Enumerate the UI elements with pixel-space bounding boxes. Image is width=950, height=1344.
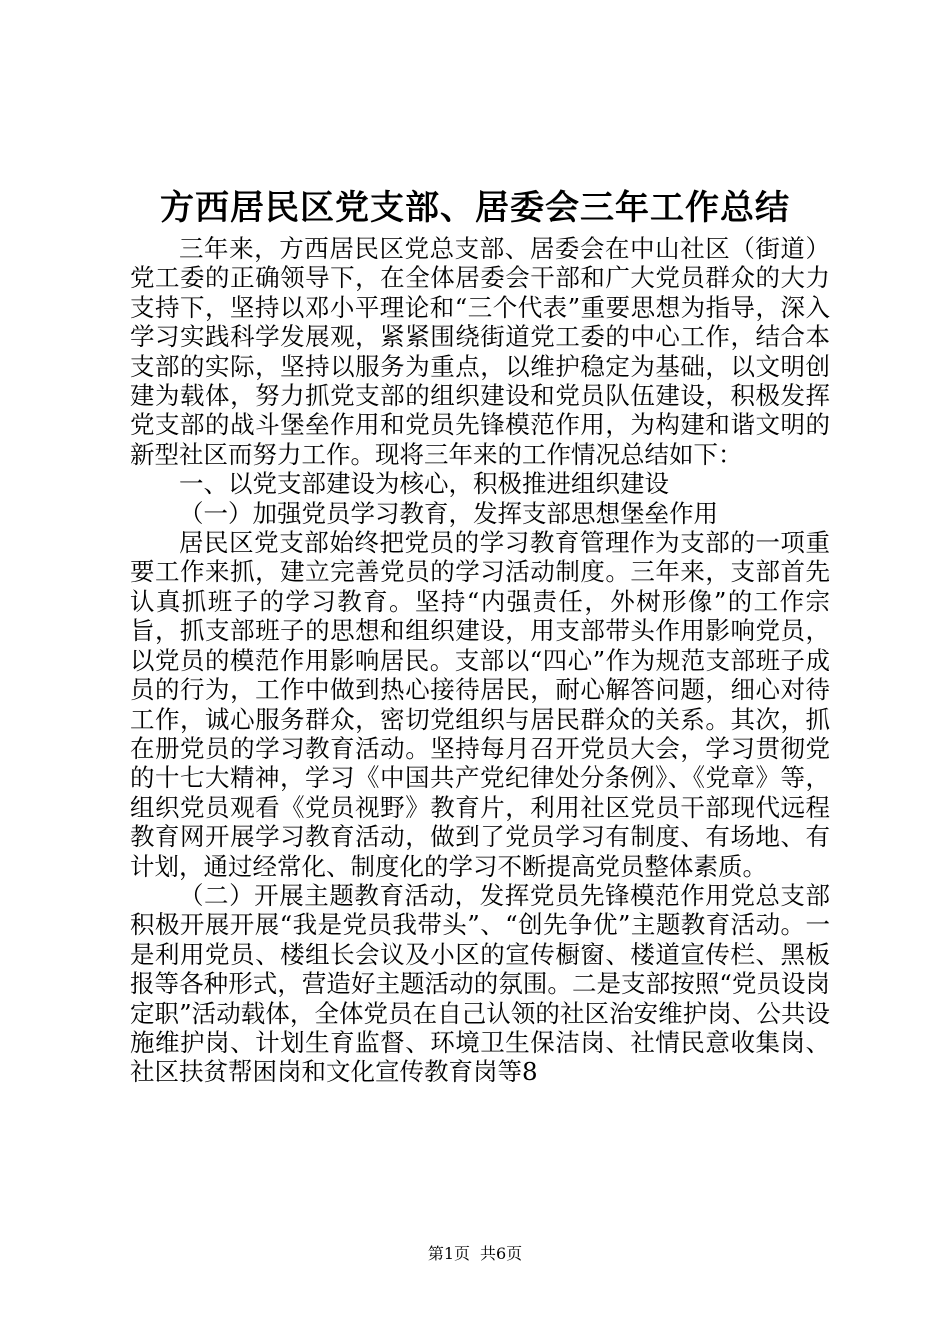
page-number: 第1页 — [427, 1244, 470, 1263]
page-total: 共6页 — [480, 1244, 523, 1263]
paragraph-intro: 三年来，方西居民区党总支部、居委会在中山社区（街道）党工委的正确领导下，在全体居委会干部和广大党员群众的大力支持下，坚持以邓小平理论和“三个代表”重要思想为指导，深入学习实践科学发展观，紧紧围绕街道党工委的中心工作，结合本支部的实际，坚持以服务为重点，以维护稳定为基础，以文明创建为载体，努力抓党支部的组织建设和党员队伍建设，积极发挥党支部的战斗堡垒作用和党员先锋模范作用，为构建和谐文明的新型社区而努力工作。现将三年来的工作情况总结如下： — [130, 234, 830, 469]
subsection-heading-1: （一）加强党员学习教育，发挥支部思想堡垒作用 — [179, 498, 718, 528]
document-title: 方西居民区党支部、居委会三年工作总结 — [160, 188, 790, 228]
paragraph-study: 居民区党支部始终把党员的学习教育管理作为支部的一项重要工作来抓，建立完善党员的学习活动制度。三年来，支部首先认真抓班子的学习教育。坚持“内强责任，外树形像”的工作宗旨，抓支部班子的思想和组织建设，用支部带头作用影响党员，以党员的模范作用影响居民。支部以“四心”作为规范支部班子成员的行为，工作中做到热心接待居民，耐心解答问题，细心对待工作，诚心服务群众，密切党组织与居民群众的关系。其次，抓在册党员的学习教育活动。坚持每月召开党员大会，学习贯彻党的十七大精神，学习《中国共产党纪律处分条例》、《党章》等，组织党员观看《党员视野》教育片，利用社区党员干部现代远程教育网开展学习教育活动，做到了党员学习有制度、有场地、有计划，通过经常化、制度化的学习不断提高党员整体素质。 — [130, 528, 830, 881]
document-body — [130, 234, 830, 1087]
paragraph-theme-activities: （二）开展主题教育活动，发挥党员先锋模范作用党总支部积极开展开展“我是党员我带头”、“创先争优”主题教育活动。一是利用党员、楼组长会议及小区的宣传橱窗、楼道宣传栏、黑板报等各种形式，营造好主题活动的氛围。二是支部按照“党员设岗定职”活动载体，全体党员在自己认领的社区治安维护岗、公共设施维护岗、计划生育监督、环境卫生保洁岗、社情民意收集岗、社区扶贫帮困岗和文化宣传教育岗等8 — [130, 880, 830, 1087]
section-heading: 一、以党支部建设为核心，积极推进组织建设 — [179, 469, 669, 499]
page-footer — [0, 1243, 950, 1265]
